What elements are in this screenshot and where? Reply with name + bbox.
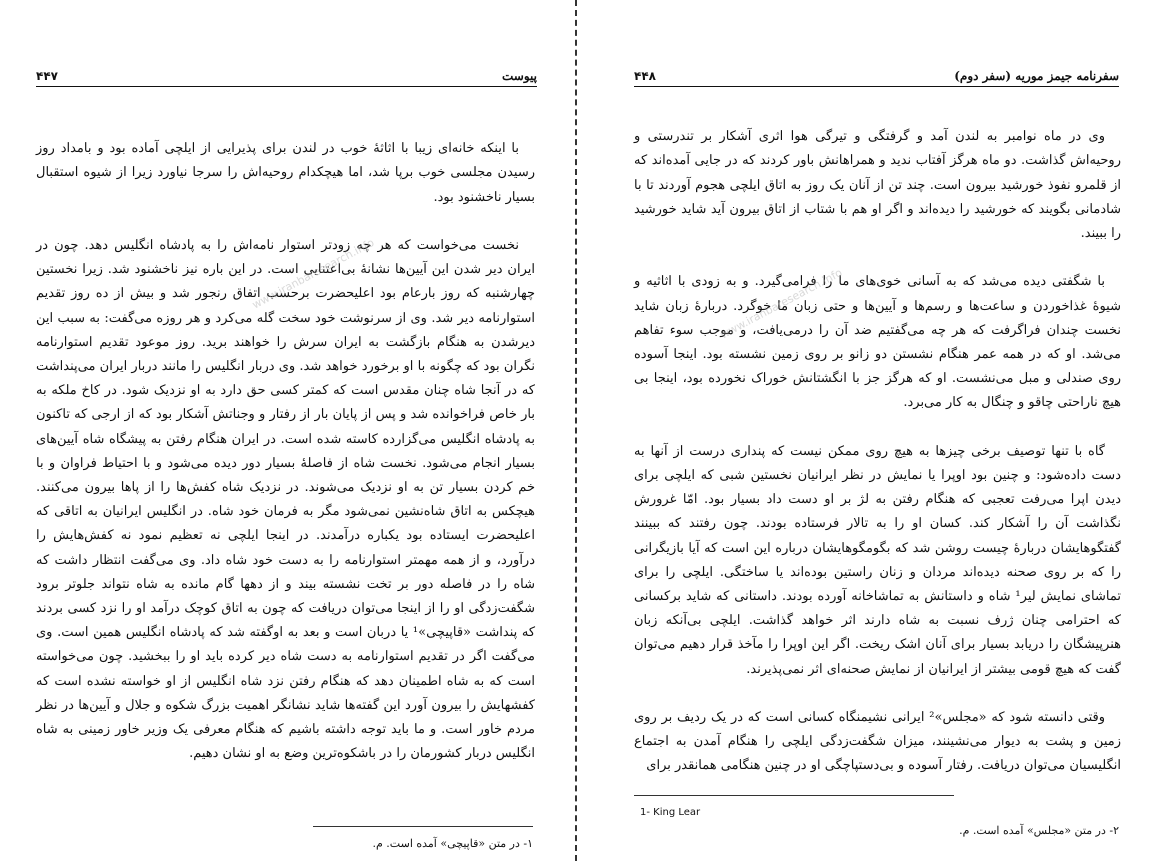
right-footnote: ۲- در متن «مجلس» آمده است. م. [959, 824, 1119, 837]
text-line: دیده‌اند مردان و زنان راستین بوده‌اند یا ساختگی. ایلچی را برای تماشای نمایش لیر¹ شاه و [634, 564, 1122, 605]
text-line: خورشید را ببیند. [634, 201, 1121, 242]
text-line: کاخ ملکه به بار خاص فراخوانده شد و پس از پایان بار از رفتار و وجناتش آشکار بود که از [36, 383, 535, 423]
text-line: جلوتر برود شگفت‌زدگی او را از اینجا می‌توان دریافت که چون به اتاق کوچک درآمد او را [36, 576, 535, 617]
text-line: با شادمانی بگویند که خورشید را دیده‌اند و اگر او هم با شتاب از اتاق بیرون آید شاید [634, 177, 1121, 217]
text-line: غذاخوردن و ساعت‌ها و رسم‌ها و آیین‌ها و حتی زبان ما خوگرد. دربارهٔ زبان شاید نخست [634, 298, 1121, 338]
text-line: آشکار کند. کسان او را به تالار فرستاده بودند. چون رفتند که ببینند گفتگوهایشان دربارهٔ [634, 516, 1121, 556]
text-line: نگران بود که چگونه با او برخورد خواهد شد. وی دربار انگلیس را مانند دربار ایران [99, 359, 535, 375]
text-line: همین است. وی می‌گفت اگر در تقدیم استوارنامه به دست شاه دیر کرده باید او را ببخشید. [36, 625, 535, 665]
text-line: نشده است که کفشهایش را بیرون آورد این گفته‌ها شاید نشانگر اهمیت بزرگ شکوه و جلال و [36, 673, 535, 713]
text-line: دست داده‌شود: و چنین بود اوپرا یا نمایش در نظر ایرانیان نخستین شبی که ایلچی برای دیدن [634, 468, 1121, 508]
text-line: در همه عمر هنگام نشستن دو زانو بر روی زمین نشسته بود. اینجا آسوده روی صندلی و مبل [634, 347, 1122, 387]
right-footnote-latin: 1- King Lear [640, 807, 701, 818]
right-paragraph-4 [634, 706, 1121, 779]
left-footnote: ۱- در متن «قاپیچی» آمده است. م. [372, 837, 533, 850]
text-line: انگلیسیان می‌توان دریافت. رفتار آسوده و بی‌دستپاچگی او در چنین هنگامی همانقدر برای [646, 758, 1121, 774]
text-line: از قلمرو نفوذ خورشید بیرون است. چند تن از آنان یک روز به اتاق ایلچی هجوم آوردند تا [646, 177, 1121, 193]
text-line: با شگفتی دیده می‌شد که به آسانی خوی‌های ما را فرامی‌گیرد. و به زودی با اثاثیه و شیوهٔ [634, 274, 1121, 314]
text-line: به شاه دارند اثر خواهد گذاشت. ایلچی بی‌آنکه زبان هنرپیشگان را دریابد بسیار برای آنان [634, 613, 1121, 653]
text-line: شاه آیین‌های بسیار انجام می‌شود. نخست شاه از فاصلهٔ بسیار دور دیده می‌شود و با احتیاط [36, 431, 535, 471]
text-line: می‌کنند. هیچکس به اتاق شاه‌نشین نمی‌شود مگر به فرمان خود شاه. در انگلیس ایرانیان به [36, 480, 535, 520]
text-line: دیرشدن به هنگام بازگشت به ایران سرش را خواهند برید. روز موعود تقدیم استوارنامه [36, 334, 535, 350]
watermark: www.iranbaresearch.info [718, 266, 845, 342]
text-line: ارجی که تاکنون به پادشاه انگلیس می‌گزارده کاسته شده است. در ایران هنگام رفتن به پیشگاه [36, 407, 535, 447]
right-running-head: سفرنامه جیمز موریه (سفر دوم) [954, 69, 1119, 83]
text-line: چنگال به کار می‌برد. [903, 395, 1014, 411]
text-line: استوارنامه دیر شد. وی از سرنوشت خود سخت گله می‌کرد و هر روزه می‌گفت: به سبب این [36, 310, 535, 326]
left-footnote-rule [313, 826, 533, 827]
right-footnote-rule [634, 795, 954, 796]
left-page [0, 0, 575, 861]
text-line: وی در ماه نوامبر به لندن آمد و گرفتگی و تیرگی هوا اثری آشکار بر تندرستی و [634, 129, 1105, 145]
text-line: نخست می‌خواست که هر چه زودتر استوار نامه‌اش را به پادشاه انگلیس دهد. چون در [36, 238, 519, 254]
left-paragraph-2 [36, 234, 535, 766]
text-line: چهارشنبه که روز بارعام بود اعلیحضرت برحسب اتفاق رنجور شد و بیش از ده روز تقدیم [36, 286, 535, 302]
text-line: انتظار داشت که شاه را در فاصله دور بر تخت نشسته بیند و از دهها گام مانده به شاه نتواند [36, 552, 535, 592]
right-page [578, 0, 1159, 861]
page-divider [575, 0, 577, 861]
left-page-header [36, 66, 537, 87]
right-page-header [634, 66, 1119, 87]
text-line: با اینکه خانه‌ای زیبا با اثاثهٔ خوب در لندن برای پذیرایی از ایلچی آماده بود و بامداد روز [36, 141, 519, 157]
left-paragraph-1 [36, 137, 535, 210]
left-running-head: پیوست [502, 69, 537, 83]
right-paragraph-1 [634, 125, 1121, 246]
left-page-number: ۴۴۷ [36, 69, 58, 83]
left-page-body [36, 113, 535, 791]
text-line: گاه با تنها توصیف برخی چیزها به هیچ روی ممکن نیست که پنداری درست از آنها به [634, 443, 1105, 459]
right-page-body [634, 101, 1121, 803]
text-line: وقتی دانسته شود که «مجلس»² ایرانی نشیمنگاه کسانی است که در یک ردیف بر روی [634, 710, 1105, 726]
text-line: می‌پنداشت که در آنجا شاه چنان مقدس است که کمتر کسی حق دارد به او نزدیک شود. در [36, 359, 535, 399]
text-line: آیین‌ها در نظر مردم خاور است. و ما باید توجه داشته باشیم که هنگام معرفی یک وزیر خاور [36, 697, 535, 738]
text-line: ایران دیر شدن این آیین‌ها نشانهٔ بی‌اعتنایی است. در این باره نیز ناخشنود شد. زیرا نخستین [36, 262, 535, 278]
text-line: می‌نشست. او که هرگز جز با انگشتانش خوراک نخورده بود، اینجا بی هیچ ناراحتی چاقو و [634, 371, 1121, 411]
right-page-number: ۴۴۸ [634, 69, 656, 83]
text-line: چیست روشن شد که بگومگوهایشان درباره این است که آیا بازیگرانی را که بر روی صحنه [634, 540, 1121, 580]
right-paragraph-3 [634, 440, 1121, 682]
text-line: فراوان و با خم کردن بسیار تن به او نزدیک می‌شوند. در نزدیک شاه کفش‌ها را از پاها بیرون [36, 455, 535, 496]
text-line: اشک ریخت. اگر این اوپرا را مآخذ قرار دهیم می‌توان گفت که هیچ قومی بیشتر از ایرانیان از [634, 637, 1121, 677]
text-line: چون می‌خواسته است که به شاه اطمینان دهد که هنگام رفتن نزد شاه انگلیس از او خواسته [36, 649, 535, 689]
text-line: نمایش صحنه‌ای اثر نمی‌پذیرند. [746, 661, 911, 677]
text-line: داستانش به تماشاخانه آورده بودند. داستانی که شاید برکسانی که احترامی چنان ژرف نسبت [634, 589, 1121, 629]
text-line: زمینی به شاه انگلیس دربار کشورمان را در باشکوه‌ترین وضع به او نشان دهیم. [36, 722, 535, 762]
text-line: بسیار ناخشنود بود. [433, 189, 535, 205]
right-paragraph-2 [634, 270, 1121, 415]
text-line: چندان فراگرفت که هر چه می‌گفتیم ضد آن را درمی‌یافت، و موجب سوء تفاهم می‌شد. او که [634, 322, 1121, 363]
text-line: اپرا می‌رفت تعجبی که هنگام رفتن به لژ بر او دست داد بسیار بود. امّا غرورش نگذاشت آن را [634, 492, 1121, 532]
text-line: کفش‌هایش را درآورد، و از همه مهمتر استوارنامه را به دست خود شاه داد. وی می‌گفت [36, 528, 535, 568]
text-line: زمین و پشت به دیوار می‌نشینند، میزان شگفت‌زدگی ایلچی را هنگام آمدن به اجتماع [634, 734, 1121, 750]
text-line: اتاقی که اعلیحضرت ایستاده بود یکباره درآمدند. در اینجا ایلچی نه تعظیم نمود نه [36, 504, 535, 544]
text-line: نزد کسی بردند که پنداشت «قاپیچی»¹ یا دربان است و بعد به اوگفته شد که پادشاه انگلیس [36, 601, 536, 641]
text-line: روحیه‌اش گذاشت. دو ماه هرگز آفتاب ندید و همراهانش باور کردند که در جایی آمده‌اند که [634, 153, 1121, 169]
watermark: www.iranbaresearch.info [250, 236, 377, 312]
text-line: رسیدن مجلسی خوب برپا شد، اما هیچکدام روحیه‌اش را سرجا نیاورد زیرا از شیوه استقبال [36, 165, 535, 181]
